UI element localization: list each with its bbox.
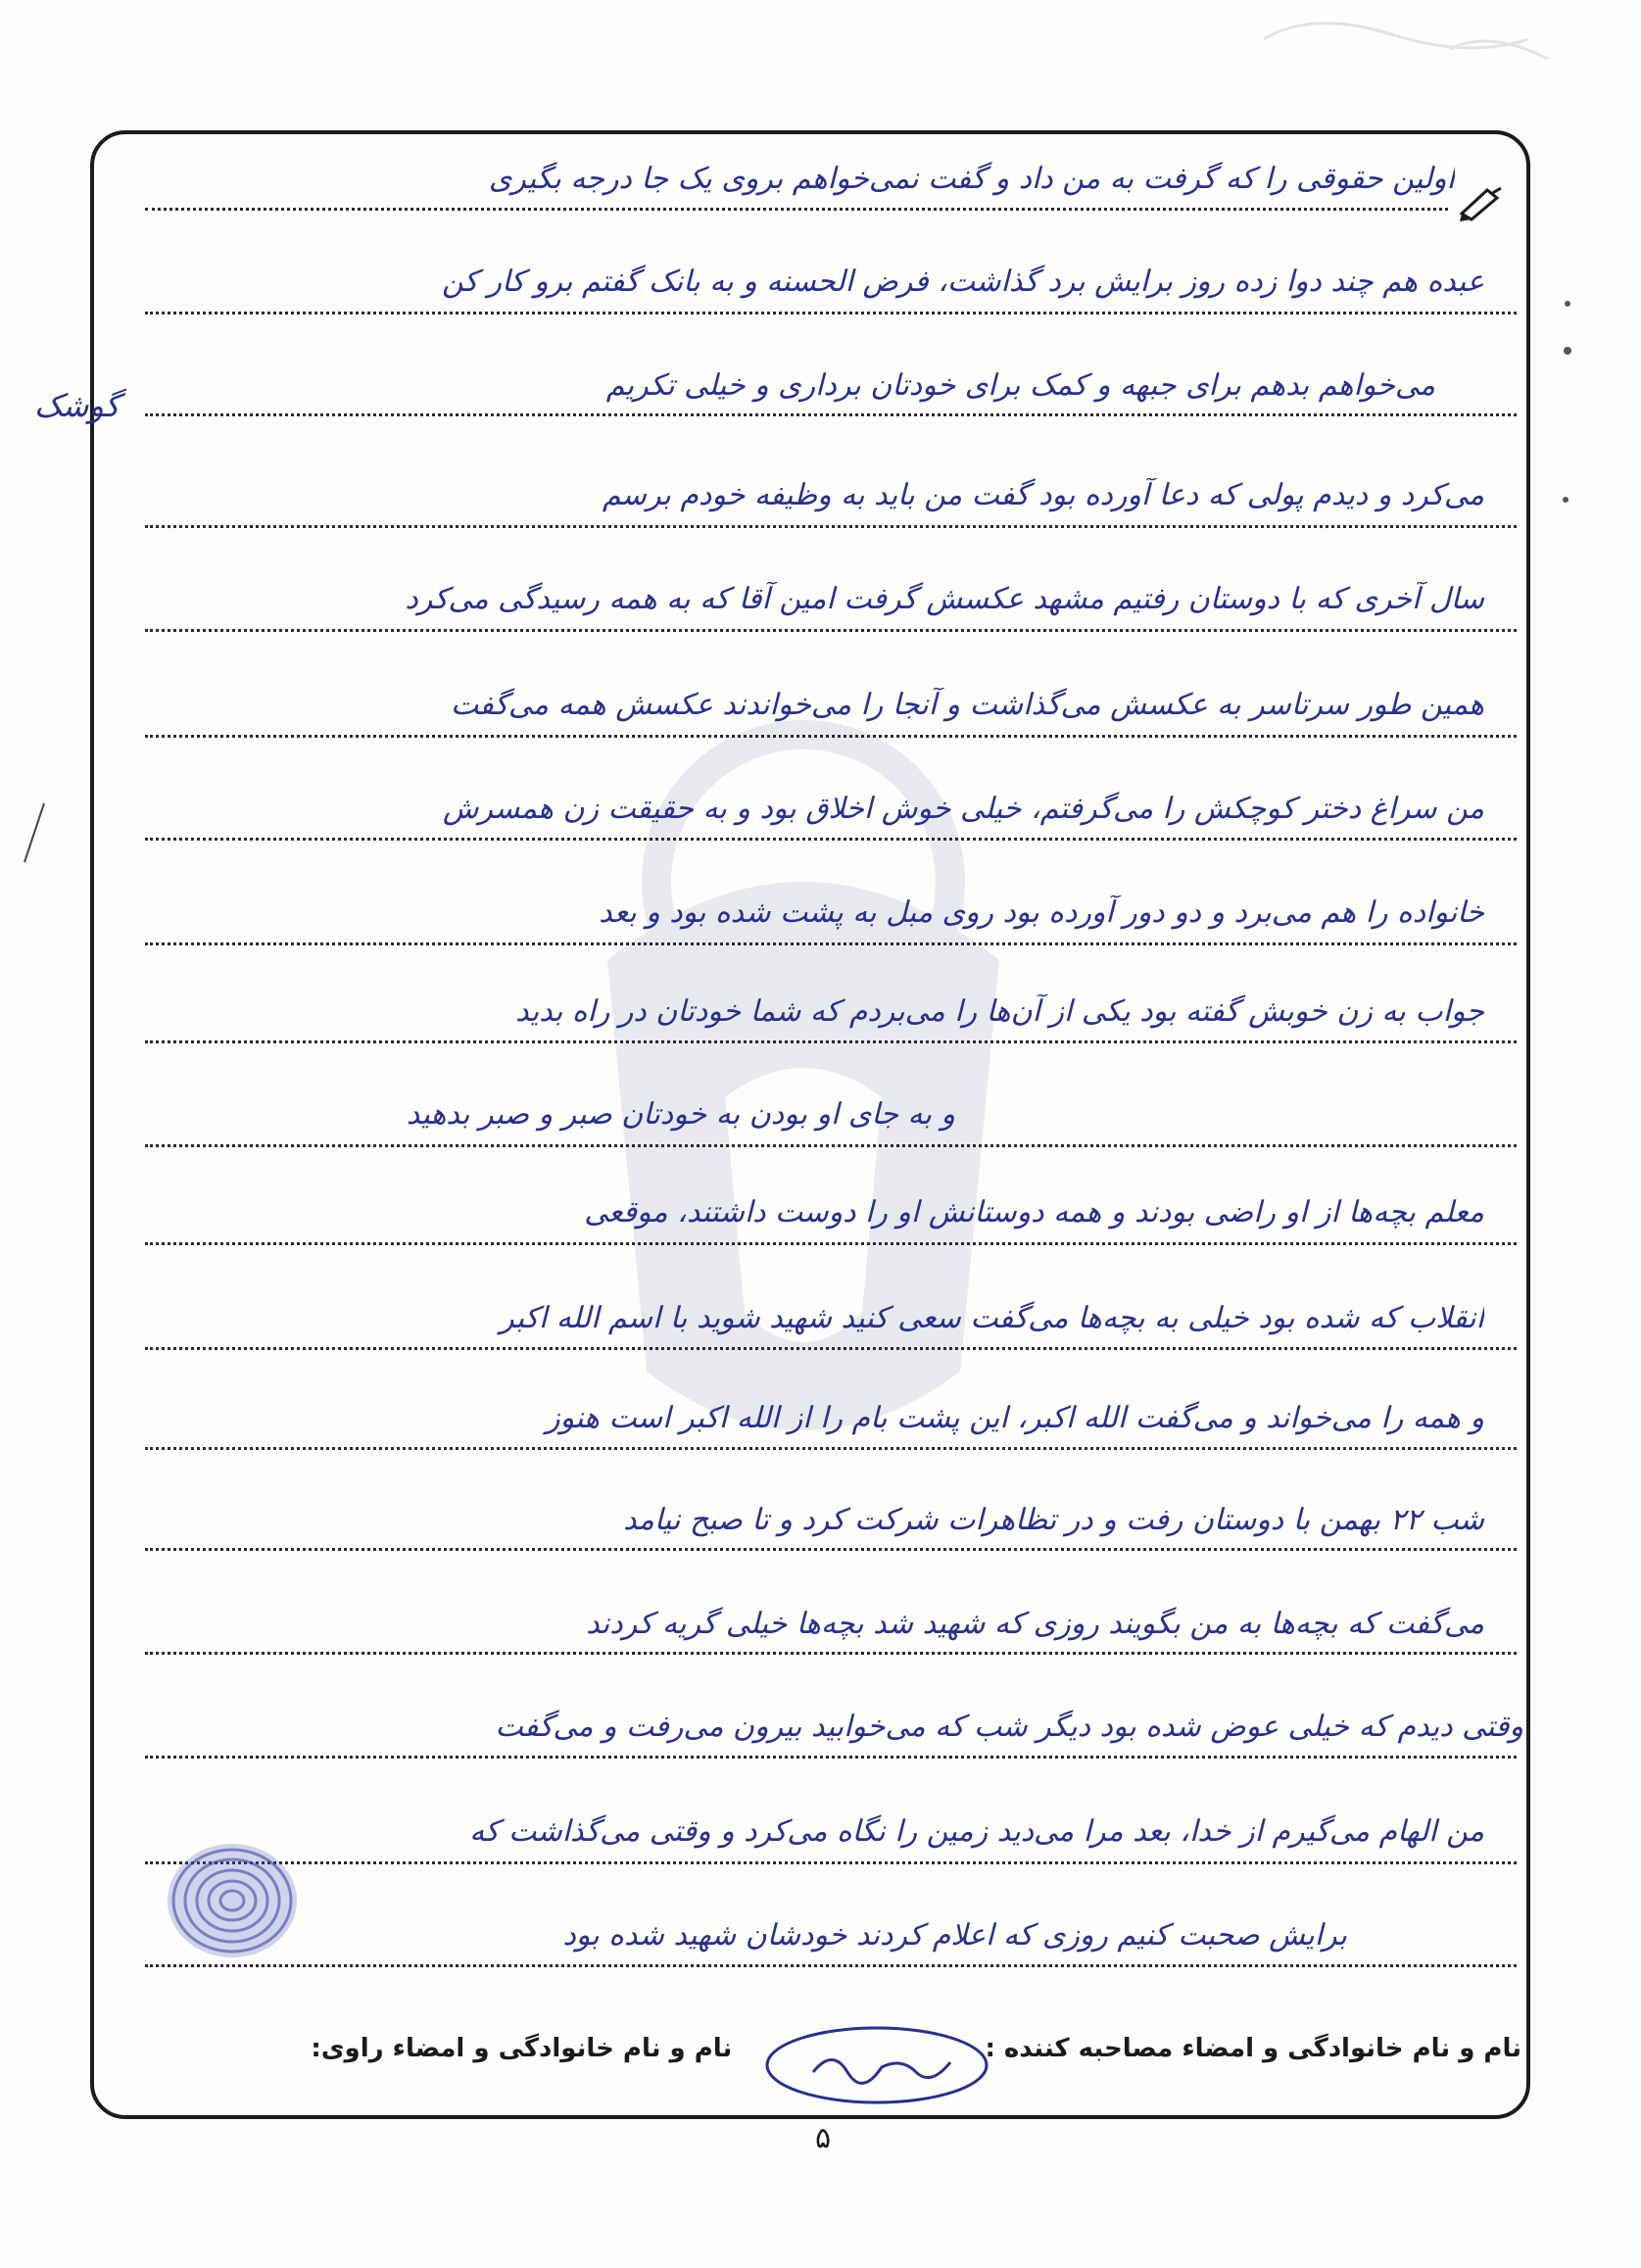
handwritten-line: اولین حقوقی را که گرفت به من داد و گفت نمی‌خواهم بروی یک جا درجه بگیری xyxy=(488,162,1455,196)
page-number: ۵ xyxy=(814,2121,832,2155)
handwritten-line: وقتی دیدم که خیلی عوض شده بود دیگر شب که می‌خوابید بیرون می‌رفت و می‌گفت xyxy=(495,1710,1523,1744)
handwritten-line: معلم بچه‌ها از او راضی بودند و همه دوستانش او را دوست داشتند، موقعی xyxy=(584,1195,1484,1230)
interviewer-label: نام و نام خانوادگی و امضاء مصاحبه کننده : xyxy=(985,2034,1521,2063)
handwritten-line: انقلاب که شده بود خیلی به بچه‌ها می‌گفت سعی کنید شهید شوید با اسم الله اکبر xyxy=(500,1301,1484,1335)
handwritten-line: می‌کرد و دیدم پولی که دعا آورده بود گفت من باید به وظیفه خودم برسم xyxy=(602,478,1484,512)
handwritten-line: عبده هم چند دوا زده روز برایش برد گذاشت، فرض الحسنه و به بانک گفتم برو کار کن xyxy=(441,265,1484,299)
handwritten-line: برایش صحبت کنیم روزی که اعلام کردند خودشان شهید شده بود xyxy=(562,1918,1347,1953)
handwritten-line: می‌خواهم بدهم برای جبهه و کمک برای خودتان برداری و خیلی تکریم xyxy=(605,368,1435,403)
handwritten-line: و همه را می‌خواند و می‌گفت الله اکبر، این پشت بام را از الله اکبر است هنوز xyxy=(546,1401,1484,1435)
handwritten-line: همین طور سرتاسر به عکسش می‌گذاشت و آنجا را می‌خواندند عکسش همه می‌گفت xyxy=(450,688,1484,722)
handwritten-line: و به جای او بودن به خودتان صبر و صبر بدهید xyxy=(406,1097,955,1132)
margin-word: گوشک xyxy=(34,387,121,424)
handwritten-line: من الهام می‌گیرم از خدا، بعد مرا می‌دید زمین را نگاه می‌کرد و وقتی می‌گذاشت که xyxy=(469,1814,1484,1849)
narrator-label: نام و نام خانوادگی و امضاء راوی: xyxy=(311,2034,733,2063)
handwritten-line: می‌گفت که بچه‌ها به من بگویند روزی که شهید شد بچه‌ها خیلی گریه کردند xyxy=(586,1607,1484,1641)
signature-icon xyxy=(754,2018,999,2111)
margin-stroke xyxy=(20,798,49,867)
handwritten-line: شب ۲۲ بهمن با دوستان رفت و در تظاهرات شرکت کرد و تا صبح نیامد xyxy=(623,1503,1484,1537)
handwritten-line: سال آخری که با دوستان رفتیم مشهد عکسش گرفت امین آقا که به همه رسیدگی می‌کرد xyxy=(405,582,1484,616)
fingerprint-icon xyxy=(159,1834,306,1966)
handwritten-line: خانواده را هم می‌برد و دو دور آورده بود روی مبل به پشت شده بود و بعد xyxy=(599,895,1484,930)
margin-dot xyxy=(1558,294,1577,509)
faint-header-bleed xyxy=(0,0,1641,108)
handwritten-line: جواب به زن خوبش گفته بود یکی از آن‌ها را می‌بردم که شما خودتان در راه بدید xyxy=(515,994,1484,1029)
handwritten-line: من سراغ دختر کوچکش را می‌گرفتم، خیلی خوش اخلاق بود و به حقیقت زن همسرش xyxy=(442,792,1484,826)
pen-icon xyxy=(1458,184,1505,223)
